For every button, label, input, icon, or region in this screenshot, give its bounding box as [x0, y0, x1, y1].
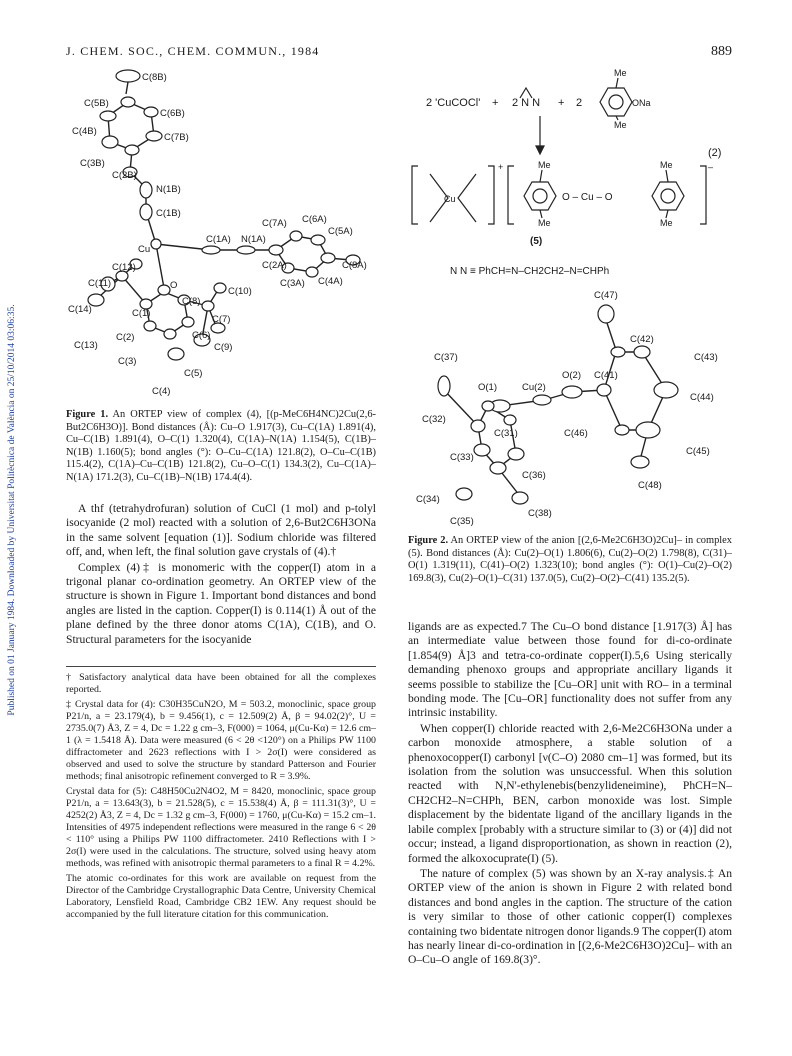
footnote-crystal-data-4: ‡ Crystal data for (4): C30H35CuN2O, M = 503.2, monoclinic, space group P21/n, a = 23.179(4), b = 9.456(1), c = 12.509(2) Å, β = 94.02(2)°, U = 2735.0(7) Å3, Z = 4, Dc = 1.22 g cm–3, F(000) = 1064, μ(Cu-Kα) = 12.6 cm–1 (λ = 1.5418 Å). Data were measured (6 < 2θ <120°) on a Philips PW 1100 diffractometer and 2623 reflections with I > 2σ(I) were considered as observed and used to solve the structure by standard Patterson and Fourier methods; final anisotropic refinement converged to R = 3.9%. — [66, 699, 376, 782]
atom-label: C(3A) — [280, 278, 305, 289]
running-header: J. CHEM. SOC., CHEM. COMMUN., 1984 — [66, 44, 320, 58]
atom-label: C(48) — [638, 480, 662, 491]
scheme-anion-charge: – — [708, 162, 714, 172]
atom-label: C(4B) — [72, 126, 97, 137]
atom-label: C(38) — [528, 508, 552, 519]
scheme-me-bottom: Me — [614, 120, 627, 130]
atom-label: C(2B) — [112, 170, 137, 181]
atom-label: C(10) — [228, 286, 252, 297]
atom-label: C(12) — [112, 262, 136, 273]
right-column-body — [408, 620, 732, 969]
atom-label: C(4) — [152, 386, 171, 397]
atom-label: C(3) — [118, 356, 137, 367]
atom-label: C(31) — [494, 428, 518, 439]
paragraph: When copper(I) chloride reacted with 2,6-Me2C6H3ONa under a carbon monoxide atmosphere, a stable solution of a phenoxocopper(I) carbonyl [ν(C–O) 2080 cm–1] was formed, but its isolation from the solution was unsuccessful. When this solution reacted with N,N'-ethylenebis(benzylideneimine), PhCH=N–CH2CH2–N=CHPh, BEN, carbon monoxide was lost. Simple displacement by the bidentate ligand of the ancillary ligands in the labile complex [probably with a structure similar to (3) or (4)] did not occur; instead, a ligand disproportionation, as shown in reaction (2), formed the alkoxocuprate(I) (5). — [408, 721, 732, 865]
figure2-ortep — [404, 290, 734, 528]
figure1-caption-text: An ORTEP view of complex (4), [(p-MeC6H4NC)2Cu(2,6-But2C6H3O)]. Bond distances (Å): Cu–O 1.917(3), Cu–C(1A) 1.891(4), Cu–C(1B) 1.891(4), O–C(1) 1.320(4), C(1A)–N(1A) 1.154(5), C(1B)–N(1B) 1.160(5); bond angles (°): O–Cu–C(1A) 121.8(2), O–Cu–C(1B) 115.4(2), C(1A)–Cu–C(1B) 121.8(2), Cu–O–C(1) 134.3(2), Cu–C(1A)–N(1A) 171.2(3), Cu–C(1B)–N(1B) 174.4(4). — [66, 409, 376, 483]
page-number: 889 — [711, 44, 732, 59]
atom-label: C(1B) — [156, 208, 181, 219]
atom-label: C(1) — [132, 308, 151, 319]
atom-label: C(6A) — [302, 214, 327, 225]
scheme-reagent-phenoxide: 2 — [576, 97, 583, 109]
atom-label: C(14) — [68, 304, 92, 315]
atom-label: C(5A) — [328, 226, 353, 237]
scheme-cation-cu: Cu — [444, 194, 456, 204]
atom-label: C(5B) — [84, 98, 109, 109]
scheme-plus: + — [492, 97, 499, 109]
atom-label: C(6B) — [160, 108, 185, 119]
atom-label: C(6) — [192, 330, 211, 341]
atom-label: O(2) — [562, 370, 581, 381]
atom-label: C(1A) — [206, 234, 231, 245]
atom-label: C(41) — [594, 370, 618, 381]
atom-label: C(8B) — [142, 72, 167, 83]
atom-label: C(7B) — [164, 132, 189, 143]
atom-label: C(4A) — [318, 276, 343, 287]
figure2-caption — [408, 535, 732, 585]
paragraph: ligands are as expected.7 The Cu–O bond distance [1.917(3) Å] has an intermediate value between those found for di-co-ordinate [1.854(9) Å]3 and tetra-co-ordinate copper(I).5,6 Using sterically demanding phenoxo groups and appropriate ancillary ligands it seems possible to stabilize the [Cu–OR] unit with RO– in a terminal bonding mode. The [Cu–OR] functionality does not suffer from any intrinsic instability. — [408, 620, 732, 720]
scheme-me-top: Me — [614, 68, 627, 78]
scheme-me-label: Me — [538, 218, 551, 228]
scheme-number: (2) — [708, 147, 722, 159]
atom-label: C(13) — [74, 340, 98, 351]
atom-label: C(5) — [184, 368, 203, 379]
atom-label: C(9) — [214, 342, 233, 353]
left-column-body — [66, 502, 376, 648]
figure1-ortep — [66, 64, 376, 408]
atom-label: C(45) — [686, 446, 710, 457]
atom-label: C(11) — [88, 278, 112, 289]
atom-label: C(34) — [416, 494, 440, 505]
scheme-me-label: Me — [660, 160, 673, 170]
scheme-me-label: Me — [660, 218, 673, 228]
atom-label: Cu(2) — [522, 382, 546, 393]
atom-label: C(33) — [450, 452, 474, 463]
figure2-caption-text: An ORTEP view of the anion [(2,6-Me2C6H3O)2Cu]– in complex (5). Bond distances (Å): Cu(2)–O(1) 1.806(6), Cu(2)–O(2) 1.798(8), C(31)–O(1) 1.319(11), C(41)–O(2) 1.323(10); bond angles (°): O(1)–Cu(2)–O(2) 169.8(3), Cu(2)–O(1)–C(31) 137.0(5), Cu(2)–O(2)–C(41) 135.2(5). — [408, 535, 732, 584]
atom-label: O — [170, 280, 178, 291]
atom-label: C(2A) — [262, 260, 287, 271]
paragraph: A thf (tetrahydrofuran) solution of CuCl (1 mol) and p-tolyl isocyanide (2 mol) reacted with a solution of 2,6-But2C6H3ONa in the same solvent [equation (1)]. Sodium chloride was filtered off, and, when left, the final solution gave crystals of (4).† — [66, 502, 376, 559]
atom-label: C(43) — [694, 352, 718, 363]
atom-label: C(46) — [564, 428, 588, 439]
atom-label: O(1) — [478, 382, 497, 393]
footnote-atomic-coordinates: The atomic co-ordinates for this work are available on request from the Director of the Cambridge Crystallographic Data Centre, University Chemical Laboratory, Lensfield Road, Cambridge CB2 1EW. Any request should be accompanied by the full literature citation for this communication. — [66, 873, 376, 920]
atom-label: N(1A) — [241, 234, 266, 245]
footnote-crystal-data-5: Crystal data for (5): C48H50Cu2N4O2, M = 8420, monoclinic, space group P21/n, a = 13.643(3), b = 21.528(5), c = 15.538(4) Å, β = 111.31(3)°, U = 4252(2) Å3, Z = 4, Dc = 1.32 g cm–3, F(000) = 1760, μ(Cu-Kα) = 15.2 cm–1. Intensities of 4975 independent reflections were measured in the range 6 < 2θ < 110° using a Philips PW 1100 diffractometer. 2410 Reflections with I > 2σ(I) were used in the calculations. The structure, solved using heavy atom methods, was refined with anisotropic thermal parameters to a final R = 4.2%. — [66, 786, 376, 869]
atom-label: C(3B) — [80, 158, 105, 169]
download-watermark — [4, 180, 20, 840]
atom-label: C(7A) — [262, 218, 287, 229]
paragraph: The nature of complex (5) was shown by an X-ray analysis.‡ An ORTEP view of the anion is shown in Figure 2 with related bond distances and bond angles in the caption. The structure of the cation is very similar to those of other cationic copper(I) complexes containing two bidentate nitrogen donor ligands.9 The copper(I) atom has nearly linear di-co-ordination in [(2,6-Me2C6H3O)2Cu]– with an O–Cu–O angle of 169.8(3)°. — [408, 866, 733, 967]
atom-label: Cu — [138, 244, 151, 255]
atom-label: C(42) — [630, 334, 654, 345]
scheme-cation-charge: + — [498, 162, 504, 172]
figure1-caption — [66, 409, 376, 485]
paragraph: Complex (4)‡ is monomeric with the copper(I) atom in a trigonal planar co-ordination geometry. An ORTEP view of the structure is shown in Figure 1. Important bond distances and bond angles are listed in the caption. Copper(I) is 0.114(1) Å out of the plane defined by the three donor atoms C(1A), C(1B), and O. Structural parameters for the isocyanide — [66, 560, 376, 646]
scheme-reagent-ben: 2 N N — [512, 97, 541, 109]
atom-label: C(44) — [690, 392, 714, 403]
figure1-caption-label: Figure 1. — [66, 409, 109, 420]
scheme-ben-definition: N N ≡ PhCH=N–CH2CH2–N=CHPh — [450, 266, 610, 277]
watermark-text: Published on 01 January 1984. Downloaded by Universitat Politècnica de València on 25/10/2014 03:06:35. — [7, 304, 17, 716]
scheme-product-label: (5) — [530, 236, 543, 247]
atom-label: C(8A) — [342, 260, 367, 271]
atom-label: N(1B) — [156, 184, 181, 195]
atom-label: C(2) — [116, 332, 135, 343]
atom-label: C(36) — [522, 470, 546, 481]
figure2-caption-label: Figure 2. — [408, 535, 449, 546]
atom-label: C(47) — [594, 290, 618, 301]
scheme-anion-ocuo: O – Cu – O — [562, 192, 613, 203]
atom-label: C(7) — [212, 314, 231, 325]
atom-label: C(37) — [434, 352, 458, 363]
footnotes — [66, 672, 376, 924]
atom-label: C(32) — [422, 414, 446, 425]
footnote-rule — [66, 666, 376, 667]
atom-label: C(8) — [182, 296, 201, 307]
scheme-plus: + — [558, 97, 565, 109]
scheme-ona: ONa — [632, 98, 651, 108]
footnote-dagger: † Satisfactory analytical data have been obtained for all the complexes reported. — [66, 672, 376, 695]
scheme-me-label: Me — [538, 160, 551, 170]
scheme-reagent-cucocl: 2 'CuCOCl' — [426, 97, 481, 109]
reaction-scheme — [404, 62, 734, 290]
atom-label: C(35) — [450, 516, 474, 527]
